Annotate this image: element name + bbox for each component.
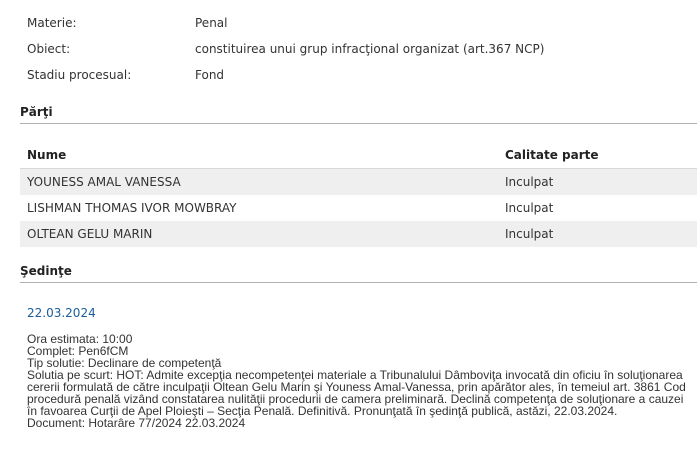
field-value: Penal [195,16,228,30]
party-role: Inculpat [505,201,554,215]
party-role: Inculpat [505,175,554,189]
party-role: Inculpat [505,227,554,241]
header-name: Nume [27,148,67,162]
hearing-solution-type: Tip solutie: Declinare de competenţă [27,356,222,370]
party-name: YOUNESS AMAL VANESSA [27,175,181,189]
field-value: Fond [195,68,225,82]
parties-section-title: Părţi [20,105,697,124]
field-value: constituirea unui grup infracţional organizat (art.367 NCP) [195,42,545,56]
field-label: Materie: [27,16,77,30]
hearing-document: Document: Hotarâre 77/2024 22.03.2024 [27,416,246,430]
hearings-section-title: Şedinţe [20,264,697,283]
party-name: LISHMAN THOMAS IVOR MOWBRAY [27,201,237,215]
hearing-time: Ora estimata: 10:00 [27,332,133,346]
header-role: Calitate parte [505,148,599,162]
hearing-panel: Complet: Pen6fCM [27,344,129,358]
field-label: Obiect: [27,42,71,56]
table-row [20,169,697,195]
hearing-date: 22.03.2024 [27,306,96,320]
table-header [20,142,697,169]
hearing-details [27,333,692,429]
field-label: Stadiu procesual: [27,68,132,82]
parties-table [20,142,697,247]
table-row [20,221,697,247]
table-row [20,195,697,221]
hearing-summary: Solutia pe scurt: HOT: Admite excepţia necompetenţei materiale a Tribunalului Dâmboviţa invocată din oficiu în soluţionarea cererii formulată de către inculpaţii Oltean Gelu Marin şi Youness Amal-Vanessa, prin apărător ales, în temeiul art. 3861 Cod procedură penală vizând constatarea nulităţii procedurii de camera preliminară. Declină competenţa de soluţionare a cauzei în favoarea Curţii de Apel Ploieşti – Secţia Penală. Definitivă. Pronunţată în şedinţă publică, astăzi, 22.03.2024. [27,368,686,418]
party-name: OLTEAN GELU MARIN [27,227,153,241]
